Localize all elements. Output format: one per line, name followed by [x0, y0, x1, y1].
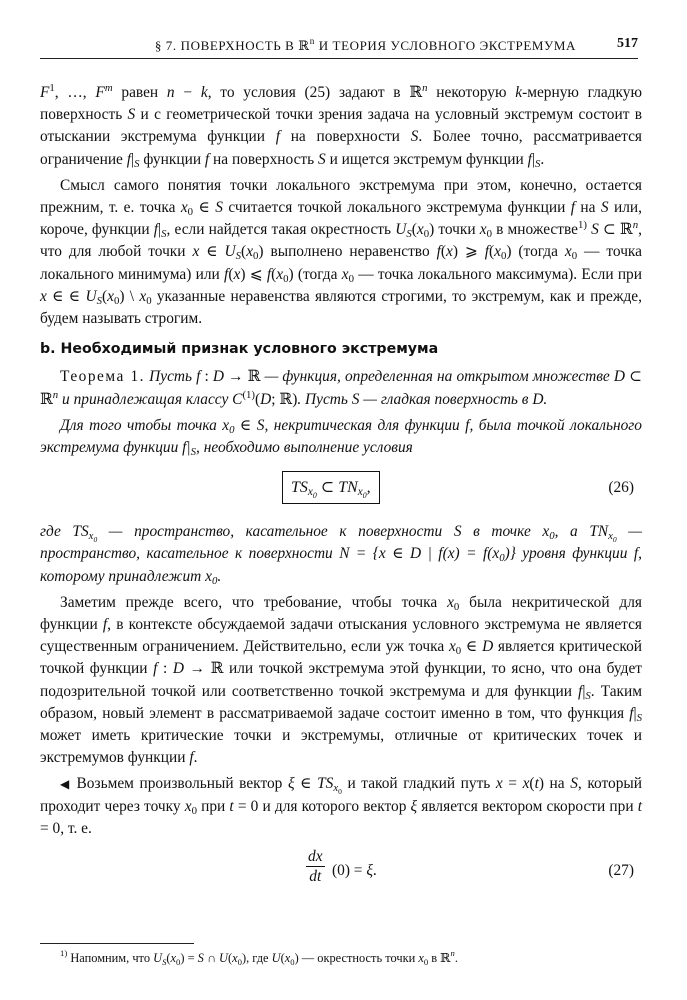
theorem-where: где $TS_{x_0}$ — пространство, касательное к поверхности S в точке $x_0$, а $TN_{x_0}$ — пространство, касательное к поверхности N = {x ∈ D | $f(x) = f(x_0)$} уровня функции f, которому принадлежит $x_0$. [40, 523, 642, 587]
paragraph-1: $F^1$, …, $F^m$ равен n − k, то условия (25) задают в ℝ$^n$ некоторую k-мерную гладкую поверхность S и с геометрической точки зрения задача на условный экстремум состоит в отыскании экстремума функции f на поверхности S. Более точно, рассматривается ограничение $f|_S$ функции f на поверхность S и ищется экстремум функции $f|_S$. [40, 82, 642, 170]
equation-number-27: (27) [608, 862, 634, 880]
derivative-fraction: $\frac{dx}{dt}$ [308, 848, 323, 886]
paragraph-2: Смысл самого понятия точки локального экстремума при этом, конечно, остается прежним, т. е. точка $x_0$ ∈ S считается точкой локального экстремума функции f на S или, короче, функции $f|_S$, если найдется такая окрестность $U_S(x_0)$ точки $x_0$ в множестве$^{1)}$ S ⊂ ℝ$^n$, что для любой точки x ∈ $U_S(x_0)$ выполнено неравенство f(x) ⩾ $f(x_0)$ (тогда $x_0$ — точка локального минимума) или f(x) ⩽ $f(x_0)$ (тогда $x_0$ — точка локального максимума). Если при x ∈ ∈ $U_S(x_0)$ \ $x_0$ указанные неравенства являются строгими, то экстремум, как и прежде, будем называть строгим. [40, 176, 643, 328]
running-title: § 7. ПОВЕРХНОСТЬ В ℝ$^n$ И ТЕОРИЯ УСЛОВНОГО ЭКСТРЕМУМА [154, 36, 576, 53]
proof-start-icon: ◀ [60, 777, 71, 792]
equation-26 [40, 465, 642, 515]
section-heading: b. Необходимый признак условного экстремума [40, 341, 439, 358]
proof-paragraph: ◀ Возьмем произвольный вектор ξ ∈ $TS_{x_0}$ и такой гладкий путь x = x(t) на S, который проходит через точку $x_0$ при t = 0 и для которого вектор ξ является вектором скорости при t = 0, т. е. [40, 775, 642, 837]
boxed-equation: $TS_{x_0}$ ⊂ $TN_{x_0}$, [282, 471, 380, 504]
equation-27 [40, 848, 642, 896]
theorem-statement: Теорема 1. Пусть f : D → ℝ — функция, определенная на открытом множестве D ⊂ ℝ$^n$ и принадлежащая классу $C^{(1)}(D$; ℝ). Пусть S — гладкая поверхность в D. [40, 368, 642, 408]
theorem-condition: Для того чтобы точка $x_0$ ∈ S, некритическая для функции f, была точкой локального экстремума функции $f|_S$, необходимо выполнение условия [40, 416, 642, 459]
theorem-label: Теорема 1. [60, 368, 145, 386]
footnote: $^{1)}$ Напомним, что $U_S(x_0) = S$ ∩ $U(x_0)$, где $U(x_0)$ — окрестность точки $x_0$ в ℝ$^n$. [60, 948, 458, 967]
remark-paragraph: Заметим прежде всего, что требование, чтобы точка $x_0$ была некритической для функции f, в контексте обсуждаемой задачи отыскания условного экстремума не является существенным ограничением. Действительно, если уж точка $x_0$ ∈ D является критической точкой функции f : D → ℝ или точкой экстремума этой функции, то ясно, что она будет подозрительной точкой или соответственно точкой экстремума и для функции $f|_S$. Таким образом, новый элемент в рассматриваемой задаче состоит именно в том, что функция $f|_S$ может иметь критические точки и экстремумы, отличные от критических точек и экстремумов функции f. [40, 593, 642, 767]
equation-number-26: (26) [608, 479, 634, 497]
page-body [40, 82, 642, 896]
footnote-rule [40, 943, 194, 944]
page-number: 517 [617, 36, 638, 51]
running-header [40, 36, 638, 59]
equation-27-rhs: (0) = ξ. [332, 862, 377, 880]
